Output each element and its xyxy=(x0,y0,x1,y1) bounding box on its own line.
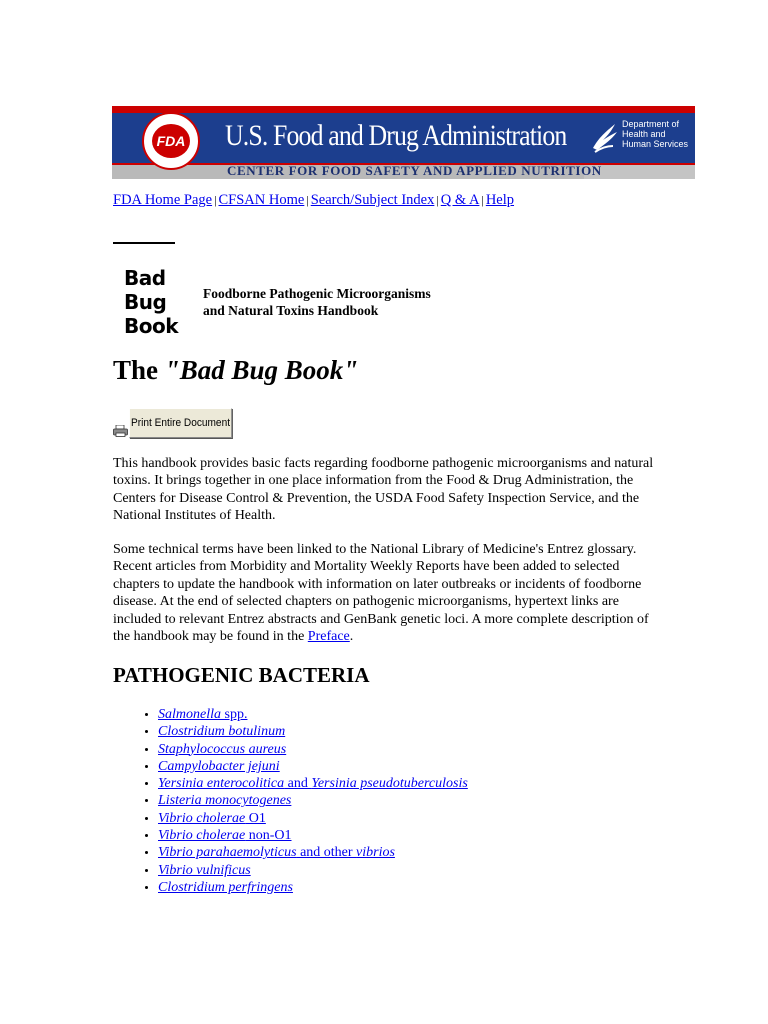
banner-title: U.S. Food and Drug Administration xyxy=(225,119,567,152)
nav-separator: | xyxy=(214,193,217,207)
nav-search-index-link[interactable]: Search/Subject Index xyxy=(310,192,435,208)
list-item xyxy=(158,792,468,809)
list-item xyxy=(158,758,468,775)
dhhs-label[interactable]: Department of Health and Human Services xyxy=(622,119,689,149)
top-nav xyxy=(113,192,514,209)
list-item xyxy=(158,844,468,861)
list-item xyxy=(158,827,468,844)
bacteria-list xyxy=(112,706,468,896)
list-item xyxy=(158,862,468,879)
printer-icon[interactable] xyxy=(113,425,128,437)
bacteria-link-vibrio-parahaemolyticus[interactable]: Vibrio parahaemolyticus and other vibrios xyxy=(158,845,395,861)
page-title: The "Bad Bug Book" xyxy=(113,355,359,385)
bacteria-link-vibrio-vulnificus[interactable]: Vibrio vulnificus xyxy=(158,862,251,878)
nav-qa-link[interactable]: Q & A xyxy=(440,192,480,208)
list-item xyxy=(158,741,468,758)
intro-paragraph: This handbook provides basic facts regarding foodborne pathogenic microorganisms and natural toxins. It brings together in one place information from the Food & Drug Administration, the Centers for Disease Control & Prevention, the USDA Food Safety Inspection Service, and the National Institutes of Health. xyxy=(113,456,654,524)
nav-cfsan-home-link[interactable]: CFSAN Home xyxy=(218,192,305,208)
list-item xyxy=(158,810,468,827)
fda-centennial-seal[interactable] xyxy=(142,112,200,170)
bacteria-link-salmonella[interactable]: Salmonella spp. xyxy=(158,707,248,722)
banner-subtitle: CENTER FOR FOOD SAFETY AND APPLIED NUTRITION xyxy=(227,163,602,178)
bacteria-link-clostridium-perfringens[interactable]: Clostridium perfringens xyxy=(158,879,293,895)
bacteria-link-listeria[interactable]: Listeria monocytogenes xyxy=(158,793,292,809)
preface-link[interactable]: Preface xyxy=(307,629,350,645)
nav-separator: | xyxy=(481,193,484,207)
bacteria-link-campylobacter-jejuni[interactable]: Campylobacter jejuni xyxy=(158,758,280,774)
fda-banner xyxy=(112,106,695,178)
pathogenic-bacteria-heading: PATHOGENIC BACTERIA xyxy=(113,663,370,687)
horizontal-rule xyxy=(113,242,175,244)
list-item xyxy=(158,775,468,792)
print-entire-document-button[interactable]: Print Entire Document xyxy=(129,408,232,438)
bacteria-link-vibrio-cholerae-o1[interactable]: Vibrio cholerae O1 xyxy=(158,810,266,826)
seal-fda-text: FDA xyxy=(156,133,186,149)
bacteria-link-yersinia[interactable]: Yersinia enterocolitica and Yersinia pseudotuberculosis xyxy=(158,776,468,792)
nav-help-link[interactable]: Help xyxy=(485,192,515,208)
bacteria-link-staphylococcus-aureus[interactable]: Staphylococcus aureus xyxy=(158,741,287,757)
technical-terms-paragraph: Some technical terms have been linked to the National Library of Medicine's Entrez glossary. Recent articles from Morbidity and Mortality Weekly Reports have been added to selected chapters to update the handbook with information on later outbreaks or incidents of foodborne disease. At the end of selected chapters on pathogenic microorganisms, hypertext links are included to relevant Entrez abstracts and GenBank genetic loci. A more complete description of the handbook may be found in the Preface. xyxy=(113,542,649,645)
list-item xyxy=(158,879,468,896)
handbook-caption: Foodborne Pathogenic Microorganisms and Natural Toxins Handbook xyxy=(203,286,431,318)
bad-bug-book-logo: Bad Bug Book xyxy=(124,266,179,338)
list-item xyxy=(158,723,468,740)
nav-fda-home-link[interactable]: FDA Home Page xyxy=(113,192,213,208)
nav-separator: | xyxy=(306,193,309,207)
bacteria-link-clostridium-botulinum[interactable]: Clostridium botulinum xyxy=(158,724,286,740)
list-item xyxy=(158,706,468,723)
hhs-eagle-icon xyxy=(589,118,619,156)
banner-red-stripe xyxy=(112,106,695,113)
nav-separator: | xyxy=(436,193,439,207)
bacteria-link-vibrio-cholerae-non-o1[interactable]: Vibrio cholerae non-O1 xyxy=(158,828,292,844)
